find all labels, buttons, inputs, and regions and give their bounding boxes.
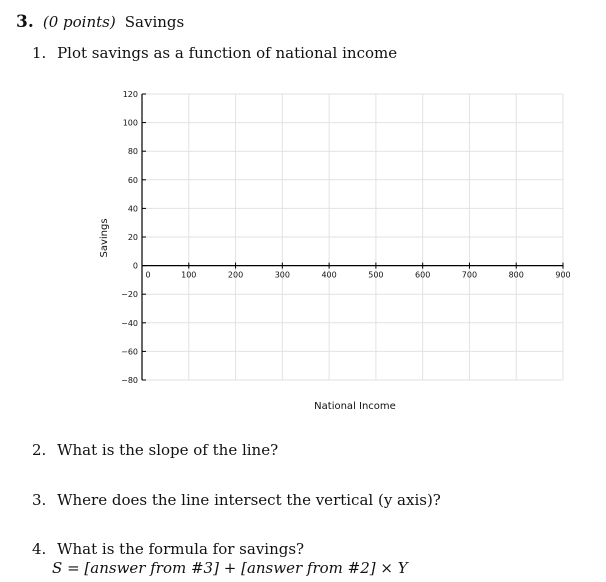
y-axis-label: Savings xyxy=(99,218,110,258)
savings-formula xyxy=(52,559,408,577)
x-tick-label: 600 xyxy=(415,270,431,280)
question-4-text: What is the formula for savings? xyxy=(57,540,305,558)
y-tick-label: 20 xyxy=(127,233,138,242)
y-tick-label: −20 xyxy=(121,290,138,300)
question-1-text: Plot savings as a function of national income xyxy=(57,44,398,62)
x-tick-label: 0 xyxy=(145,270,151,280)
y-tick-label: 0 xyxy=(132,261,138,271)
question-2-text: What is the slope of the line? xyxy=(57,441,279,459)
question-1-number: 1. xyxy=(32,44,47,62)
formula-term-1: [answer from #3] xyxy=(84,559,219,577)
question-3-number: 3. xyxy=(32,491,47,509)
formula-times: × xyxy=(380,559,393,577)
y-tick-label: 100 xyxy=(122,118,138,128)
question-4 xyxy=(32,540,304,558)
x-axis-label: National Income xyxy=(314,401,396,412)
x-tick-label: 100 xyxy=(181,270,197,280)
x-tick-label: 400 xyxy=(321,270,337,280)
y-tick-label: −40 xyxy=(121,318,138,328)
formula-var: Y xyxy=(397,559,408,577)
formula-term-2: [answer from #2] xyxy=(241,559,376,577)
x-tick-label: 300 xyxy=(274,270,290,280)
question-2 xyxy=(32,441,278,459)
y-tick-label: 120 xyxy=(122,90,138,99)
problem-number: 3. xyxy=(16,12,34,32)
question-3 xyxy=(32,491,441,509)
y-tick-label: 80 xyxy=(127,147,138,157)
y-tick-label: 40 xyxy=(127,204,138,214)
x-tick-label: 500 xyxy=(368,270,384,280)
formula-equals: = xyxy=(67,559,80,577)
chart-grid xyxy=(142,94,563,380)
x-tick-label: 900 xyxy=(555,270,571,280)
formula-lhs: S xyxy=(52,559,63,577)
question-3-text: Where does the line intersect the vertical (y axis)? xyxy=(57,491,441,509)
x-tick-label: 800 xyxy=(508,270,524,280)
x-tick-label: 700 xyxy=(461,270,478,280)
y-tick-label: −60 xyxy=(121,347,138,357)
x-tick-label: 200 xyxy=(227,270,244,280)
y-tick-label: −80 xyxy=(121,376,138,385)
problem-points: (0 points) xyxy=(42,13,116,31)
question-2-number: 2. xyxy=(32,441,47,459)
y-tick-label: 60 xyxy=(127,175,138,185)
question-4-number: 4. xyxy=(32,540,47,558)
formula-plus: + xyxy=(223,559,237,577)
problem-title: Savings xyxy=(124,13,185,31)
